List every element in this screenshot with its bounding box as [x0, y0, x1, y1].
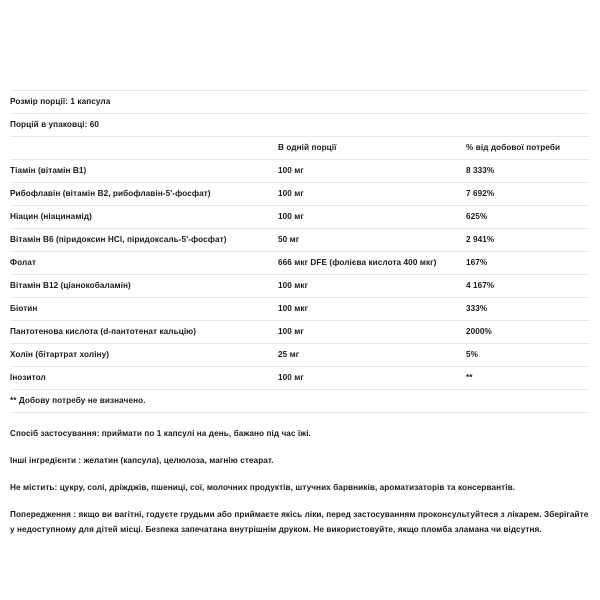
- nutrient-daily-value: 333%: [466, 304, 488, 313]
- nutrient-amount: 100 мг: [278, 212, 304, 221]
- warning-paragraph: Попередження : якщо ви вагітні, годуєте грудьми або приймаєте якісь ліки, перед застосуванням проконсультуйтеся з лікарем. Зберігайте у недоступному для дітей місці. Безпека запечатана внутрішнім друком. Не використовуйте, якщо пломба зламана чи відсутня.: [10, 510, 589, 534]
- nutrient-amount: 100 мкг: [278, 304, 309, 313]
- table-row: [10, 367, 590, 390]
- nutrient-amount: 100 мг: [278, 327, 304, 336]
- nutrient-name: Ніацин (ніацинамід): [10, 212, 92, 221]
- nutrient-amount: 25 мг: [278, 350, 300, 359]
- column-header-daily-value: % від добової потреби: [466, 143, 561, 152]
- nutrient-amount: 100 мг: [278, 373, 304, 382]
- nutrient-amount: 100 мг: [278, 189, 304, 198]
- nutrient-name: Тіамін (вітамін B1): [10, 166, 87, 175]
- serving-info-row: [10, 91, 590, 114]
- directions-paragraph: Спосіб застосування: приймати по 1 капсулі на день, бажано під час їжі.: [10, 429, 311, 438]
- product-details-section: [10, 413, 590, 537]
- top-spacer: [0, 0, 600, 90]
- nutrient-name: Вітамін B12 (ціанокобаламін): [10, 281, 131, 290]
- nutrient-amount: 100 мкг: [278, 281, 309, 290]
- free-from-paragraph: Не містить: цукру, солі, дріжджів, пшениці, сої, молочних продуктів, штучних барвників, ароматизаторів та консервантів.: [10, 483, 516, 492]
- nutrient-name: Пантотенова кислота (d-пантотенат кальцію): [10, 327, 197, 336]
- table-footnote-row: [10, 390, 590, 413]
- nutrient-name: Інозитол: [10, 373, 46, 382]
- table-row: [10, 275, 590, 298]
- serving-info-row: [10, 114, 590, 137]
- column-header-nutrient: [10, 137, 278, 160]
- nutrient-daily-value: 7 692%: [466, 189, 495, 198]
- nutrient-name: Вітамін B6 (піридоксин HCl, піридоксаль-5'-фосфат): [10, 235, 227, 244]
- nutrient-amount: 100 мг: [278, 166, 304, 175]
- nutrient-daily-value: 625%: [466, 212, 488, 221]
- serving-info-table: [10, 90, 590, 136]
- table-header-row: [10, 137, 590, 160]
- table-row: [10, 206, 590, 229]
- nutrient-daily-value: 167%: [466, 258, 488, 267]
- nutrient-name: Холін (бітартрат холіну): [10, 350, 110, 359]
- table-row: [10, 344, 590, 367]
- nutrient-daily-value: 2000%: [466, 327, 492, 336]
- supplement-facts-table: [10, 136, 590, 413]
- daily-value-footnote: ** Добову потребу не визначено.: [10, 396, 146, 405]
- other-ingredients-paragraph: Інші інгредієнти : желатин (капсула), целюлоза, магнію стеарат.: [10, 456, 274, 465]
- nutrient-daily-value: 2 941%: [466, 235, 495, 244]
- table-row: [10, 298, 590, 321]
- nutrient-amount: 666 мкг DFE (фолієва кислота 400 мкг): [278, 258, 437, 267]
- nutrient-amount: 50 мг: [278, 235, 300, 244]
- table-row: [10, 252, 590, 275]
- nutrient-name: Рибофлавін (вітамін B2, рибофлавін-5'-фосфат): [10, 189, 211, 198]
- nutrient-daily-value: **: [466, 373, 473, 382]
- nutrient-daily-value: 4 167%: [466, 281, 495, 290]
- table-row: [10, 321, 590, 344]
- nutrient-daily-value: 5%: [466, 350, 478, 359]
- nutrient-name: Біотин: [10, 304, 38, 313]
- serving-size-label: Розмір порції: 1 капсула: [10, 97, 111, 106]
- nutrient-daily-value: 8 333%: [466, 166, 495, 175]
- servings-per-container-label: Порцій в упаковці: 60: [10, 120, 100, 129]
- table-row: [10, 160, 590, 183]
- nutrient-name: Фолат: [10, 258, 36, 267]
- table-row: [10, 229, 590, 252]
- column-header-amount-per-serving: В одній порції: [278, 143, 337, 152]
- table-row: [10, 183, 590, 206]
